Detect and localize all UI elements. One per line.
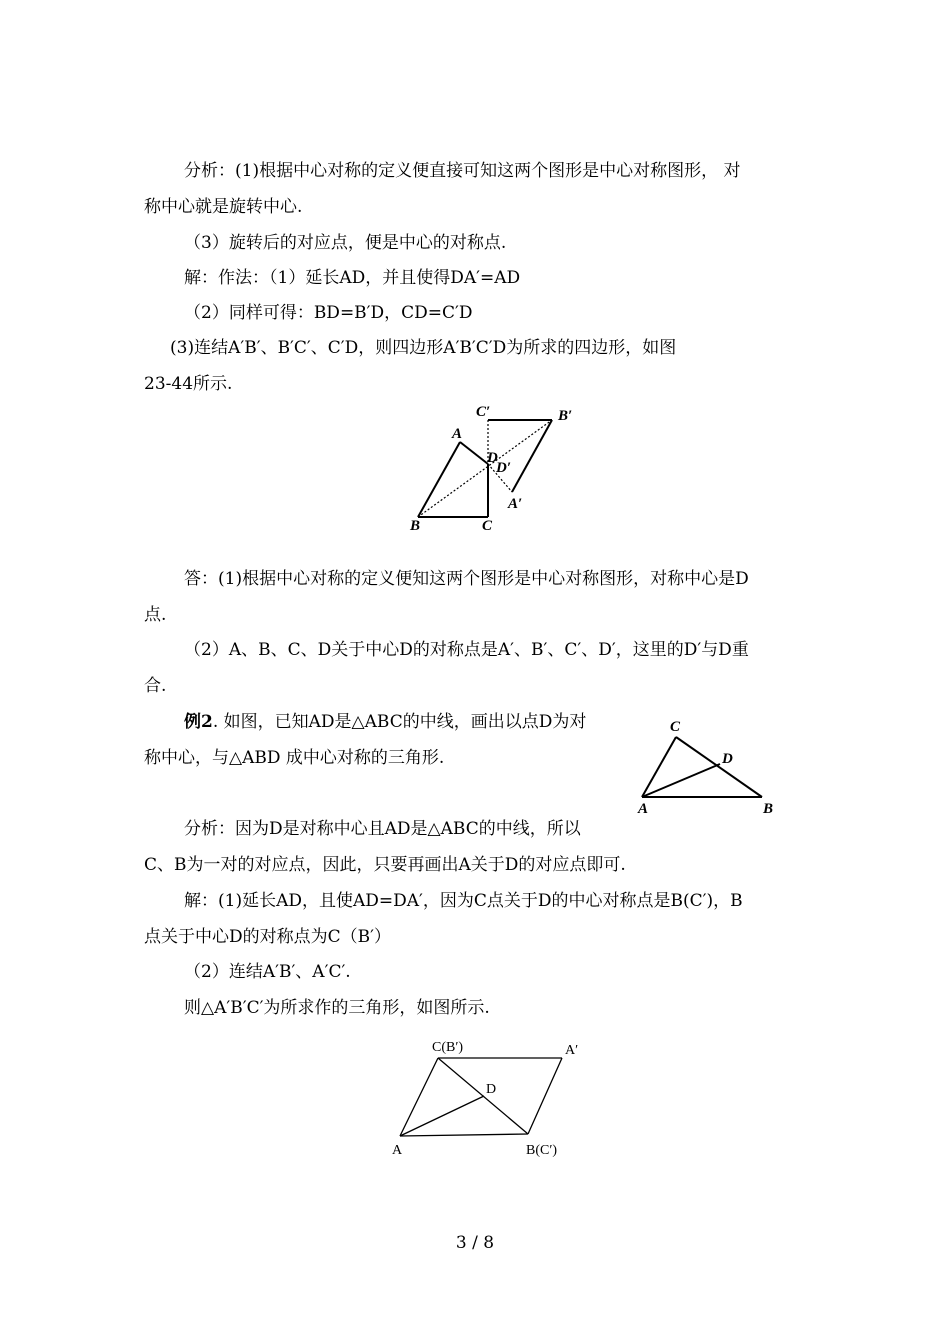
segment-a-b xyxy=(400,1134,528,1136)
segment-ca xyxy=(642,737,676,797)
label-a: A xyxy=(392,1143,403,1158)
solution-2-line-2: 点关于中心D的对称点为C（B′） xyxy=(144,927,391,947)
solution-line-1: 解：作法：（1）延长AD，并且使得DA′=AD xyxy=(184,268,521,288)
label-d: D xyxy=(486,1082,497,1097)
answer-line-4: 合. xyxy=(144,676,167,696)
answer-line-1: 答：(1)根据中心对称的定义便知这两个图形是中心对称图形，对称中心是D xyxy=(184,569,749,589)
analysis-line-1: 分析：(1)根据中心对称的定义便直接可知这两个图形是中心对称图形， 对 xyxy=(184,161,741,181)
example-2-line-2: 称中心，与△ABD 成中心对称的三角形. xyxy=(144,748,445,768)
segment-aprime-b xyxy=(528,1058,562,1134)
label-d: D xyxy=(722,751,733,767)
segment-cb xyxy=(676,737,762,797)
label-b-c-prime: B(C′) xyxy=(526,1143,558,1158)
label-a-prime: A′ xyxy=(508,496,523,512)
segment-a-c xyxy=(400,1058,438,1136)
label-a: A xyxy=(452,426,463,442)
analysis-2-line-1: 分析：因为D是对称中心且AD是△ABC的中线，所以 xyxy=(184,819,581,839)
solution-2-line-3: （2）连结A′B′、A′C′. xyxy=(184,962,351,982)
segment-ad xyxy=(642,764,720,797)
answer-line-2: 点. xyxy=(144,605,167,625)
segment-a-d xyxy=(400,1096,484,1136)
solution-line-2: （2）同样可得：BD=B′D，CD=C′D xyxy=(184,303,473,323)
segment-ab xyxy=(418,442,460,517)
solution-2-line-4: 则△A′B′C′为所求作的三角形，如图所示. xyxy=(184,998,490,1018)
example-2-line-1 xyxy=(184,711,586,733)
dotted-b-bprime xyxy=(418,420,552,517)
label-b: B xyxy=(763,801,774,817)
solution-2-line-1: 解：(1)延长AD，且使AD=DA′，因为C点关于D的中心对称点是B(C′)，B xyxy=(184,891,743,911)
label-c: C xyxy=(482,518,493,534)
analysis-line-2: 称中心就是旋转中心. xyxy=(144,197,303,217)
label-a-prime: A′ xyxy=(565,1043,579,1058)
label-d: D xyxy=(487,450,498,466)
solution-line-3: (3)连结A′B′、B′C′、C′D，则四边形A′B′C′D为所求的四边形，如图 xyxy=(170,338,677,358)
label-c: C xyxy=(670,719,681,735)
figure-parallelogram xyxy=(380,1030,600,1170)
segment-bprime-aprime xyxy=(512,420,552,492)
solution-line-4: 23-44所示. xyxy=(144,374,233,394)
label-a: A xyxy=(638,801,649,817)
example-2-heading: 例2 xyxy=(184,712,213,732)
label-d-prime: D′ xyxy=(496,460,512,476)
analysis-line-3: （3）旋转后的对应点，便是中心的对称点. xyxy=(184,233,507,253)
figure-23-44 xyxy=(400,400,590,540)
segment-ad xyxy=(460,442,488,464)
label-c-prime: C′ xyxy=(476,404,491,420)
answer-line-3: （2）A、B、C、D关于中心D的对称点是A′、B′、C′、D′，这里的D′与D重 xyxy=(184,640,749,660)
figure-triangle-abc xyxy=(630,715,790,825)
label-c-b-prime: C(B′) xyxy=(432,1040,464,1055)
page-number: 3 / 8 xyxy=(455,1233,495,1253)
analysis-2-line-2: C、B为一对的对应点，因此，只要再画出A关于D的对应点即可. xyxy=(144,855,626,875)
label-b: B xyxy=(410,518,421,534)
label-b-prime: B′ xyxy=(558,408,573,424)
example-2-text: . 如图，已知AD是△ABC的中线，画出以点D为对 xyxy=(212,712,587,732)
